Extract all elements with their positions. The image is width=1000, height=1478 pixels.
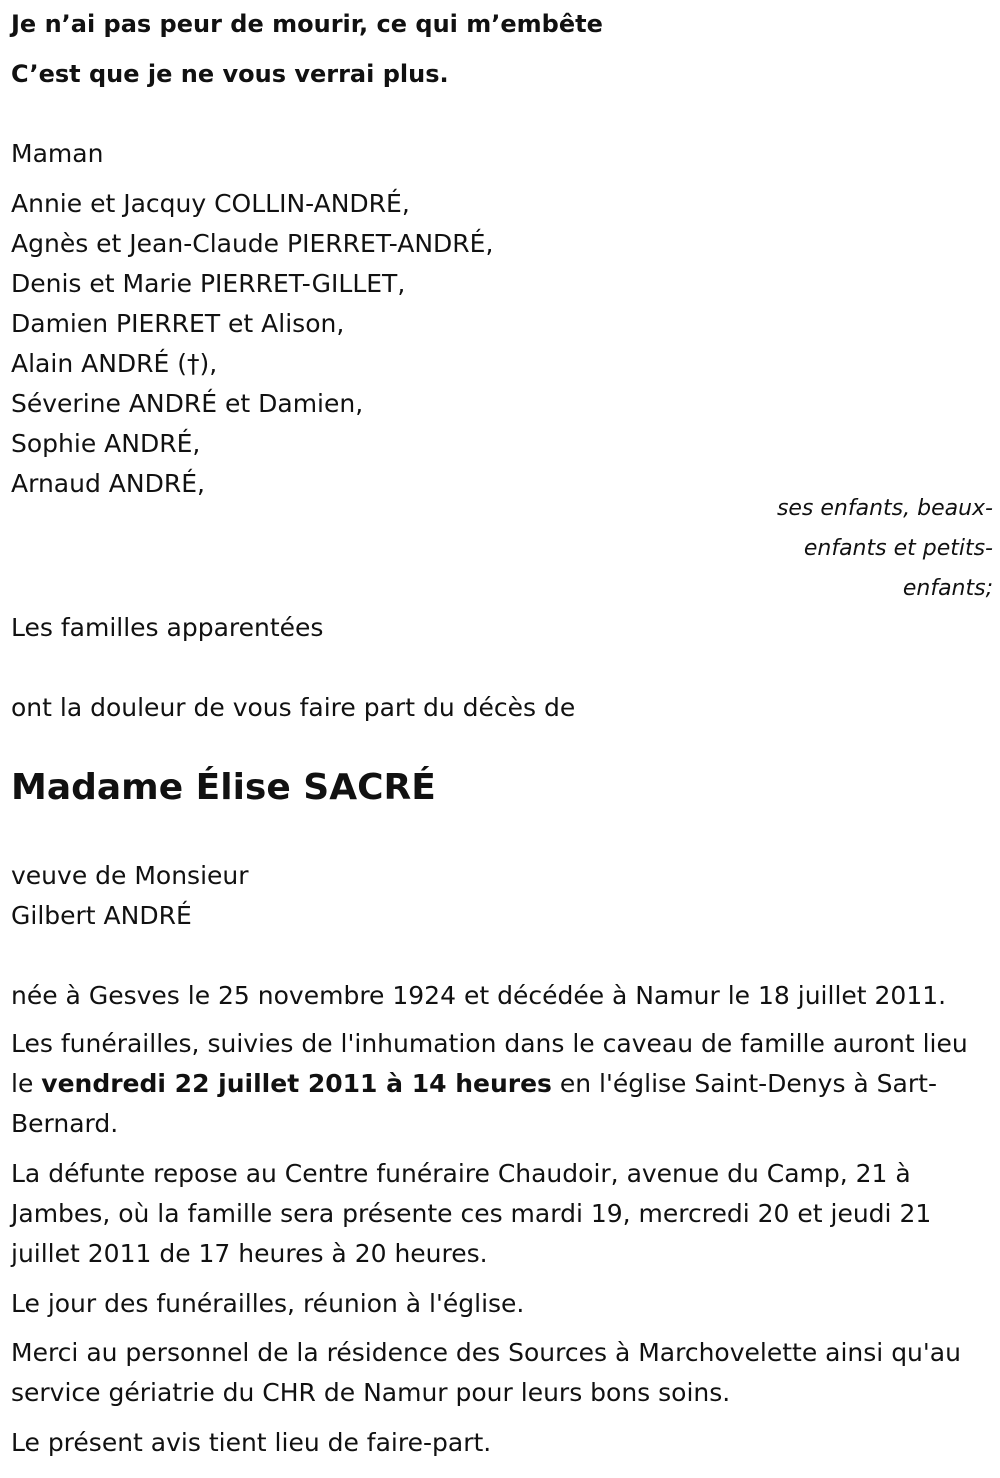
relation-line: ses enfants, beaux-	[776, 496, 993, 521]
family-member: Annie et Jacquy COLLIN-ANDRÉ,	[11, 189, 410, 218]
funeral-paragraph	[11, 1024, 986, 1144]
quote-line-1: Je n’ai pas peur de mourir, ce qui m’embête	[11, 10, 603, 38]
funeral-text-start: Les funérailles, suivies de l'inhumation dans le caveau de famille auront lieu le	[11, 1029, 968, 1098]
relation-line: enfants;	[902, 576, 993, 601]
meeting-line: Le jour des funérailles, réunion à l'église.	[11, 1289, 525, 1318]
family-member: Alain ANDRÉ (†),	[11, 349, 218, 378]
spouse-line-1: veuve de Monsieur	[11, 861, 249, 890]
quote-line-2: C’est que je ne vous verrai plus.	[11, 60, 449, 88]
family-member: Agnès et Jean-Claude PIERRET-ANDRÉ,	[11, 229, 494, 258]
family-member: Sophie ANDRÉ,	[11, 429, 201, 458]
family-member: Arnaud ANDRÉ,	[11, 469, 205, 498]
spouse-line-2: Gilbert ANDRÉ	[11, 901, 192, 930]
family-member: Séverine ANDRÉ et Damien,	[11, 389, 364, 418]
repose-paragraph: La défunte repose au Centre funéraire Chaudoir, avenue du Camp, 21 à Jambes, où la famille sera présente ces mardi 19, mercredi 20 et jeudi 21 juillet 2011 de 17 heures à 20 heures.	[11, 1159, 932, 1268]
family-intro: Maman	[11, 139, 104, 168]
thanks-paragraph: Merci au personnel de la résidence des Sources à Marchovelette ainsi qu'au service gériatrie du CHR de Namur pour leurs bons soins.	[11, 1338, 961, 1407]
family-member: Damien PIERRET et Alison,	[11, 309, 345, 338]
deceased-name: Madame Élise SACRÉ	[11, 767, 436, 808]
notice-line: Le présent avis tient lieu de faire-part.	[11, 1428, 492, 1457]
related-families: Les familles apparentées	[11, 613, 324, 642]
funeral-datetime: vendredi 22 juillet 2011 à 14 heures	[41, 1069, 552, 1098]
announcement: ont la douleur de vous faire part du décès de	[11, 693, 576, 722]
funeral-text-end: en l'église Saint-Denys à Sart-Bernard.	[11, 1069, 937, 1138]
family-member: Denis et Marie PIERRET-GILLET,	[11, 269, 406, 298]
birth-death-line: née à Gesves le 25 novembre 1924 et décédée à Namur le 18 juillet 2011.	[11, 981, 947, 1010]
relation-line: enfants et petits-	[803, 536, 993, 561]
